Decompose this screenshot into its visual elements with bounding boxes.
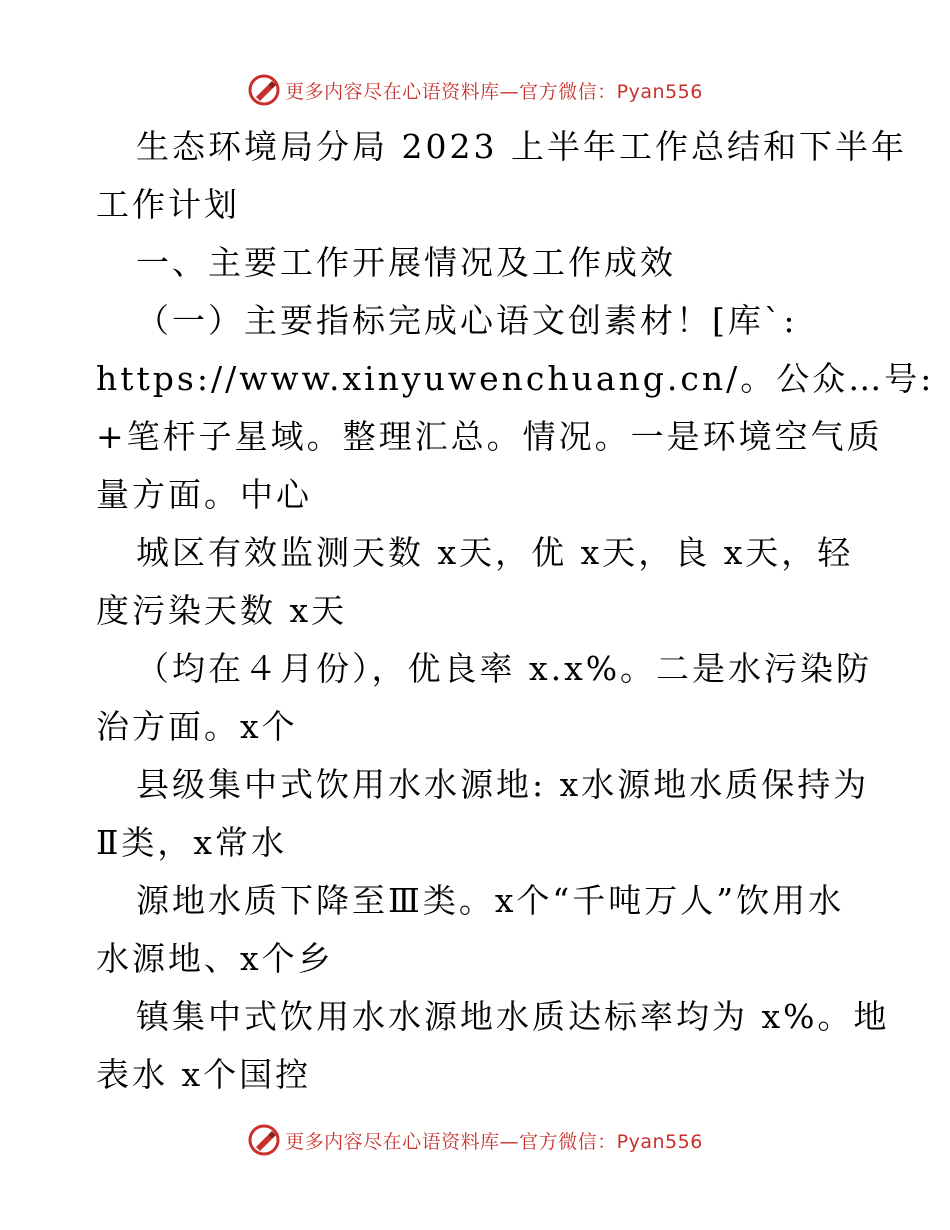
title-line-2: 工作计划 xyxy=(96,185,240,224)
body-line: 镇集中式饮用水水源地水质达标率均为 x%。地 xyxy=(136,997,890,1036)
banner-text: 更多内容尽在心语资料库—官方微信：Pyan556 xyxy=(285,80,703,103)
body-line: 水源地、x个乡 xyxy=(96,939,334,978)
pen-seal-icon xyxy=(247,1123,281,1157)
banner-text: 更多内容尽在心语资料库—官方微信：Pyan556 xyxy=(285,1130,703,1153)
body-line: https://www.xinyuwenchuang.cn/。公众…号: xyxy=(96,359,935,398)
section-heading: 一、主要工作开展情况及工作成效 xyxy=(136,243,676,282)
body-line: 度污染天数 x天 xyxy=(96,591,348,630)
body-line: +笔杆子星域。整理汇总。情况。一是环境空气质 xyxy=(96,417,883,456)
document-body xyxy=(96,118,935,1104)
body-line: 治方面。x个 xyxy=(96,707,298,746)
body-line: 县级集中式饮用水水源地: x水源地水质保持为 xyxy=(136,765,870,804)
body-line: （均在４月份），优良率 x.x%。二是水污染防 xyxy=(136,649,873,688)
body-line: 城区有效监测天数 x天，优 x天，良 x天，轻 xyxy=(136,533,854,572)
body-line: 表水 x个国控 xyxy=(96,1055,312,1094)
pen-seal-icon xyxy=(247,73,281,107)
body-line: Ⅱ类，x常水 xyxy=(96,823,288,862)
header-watermark-banner xyxy=(0,70,950,110)
body-line: 源地水质下降至Ⅲ类。x个“千吨万人”饮用水 xyxy=(136,881,845,920)
footer-watermark-banner xyxy=(0,1120,950,1160)
title-line-1: 生态环境局分局 2023 上半年工作总结和下半年 xyxy=(136,127,907,166)
subsection-heading: （一）主要指标完成心语文创素材！[库`: xyxy=(136,301,798,340)
body-line: 量方面。中心 xyxy=(96,475,312,514)
